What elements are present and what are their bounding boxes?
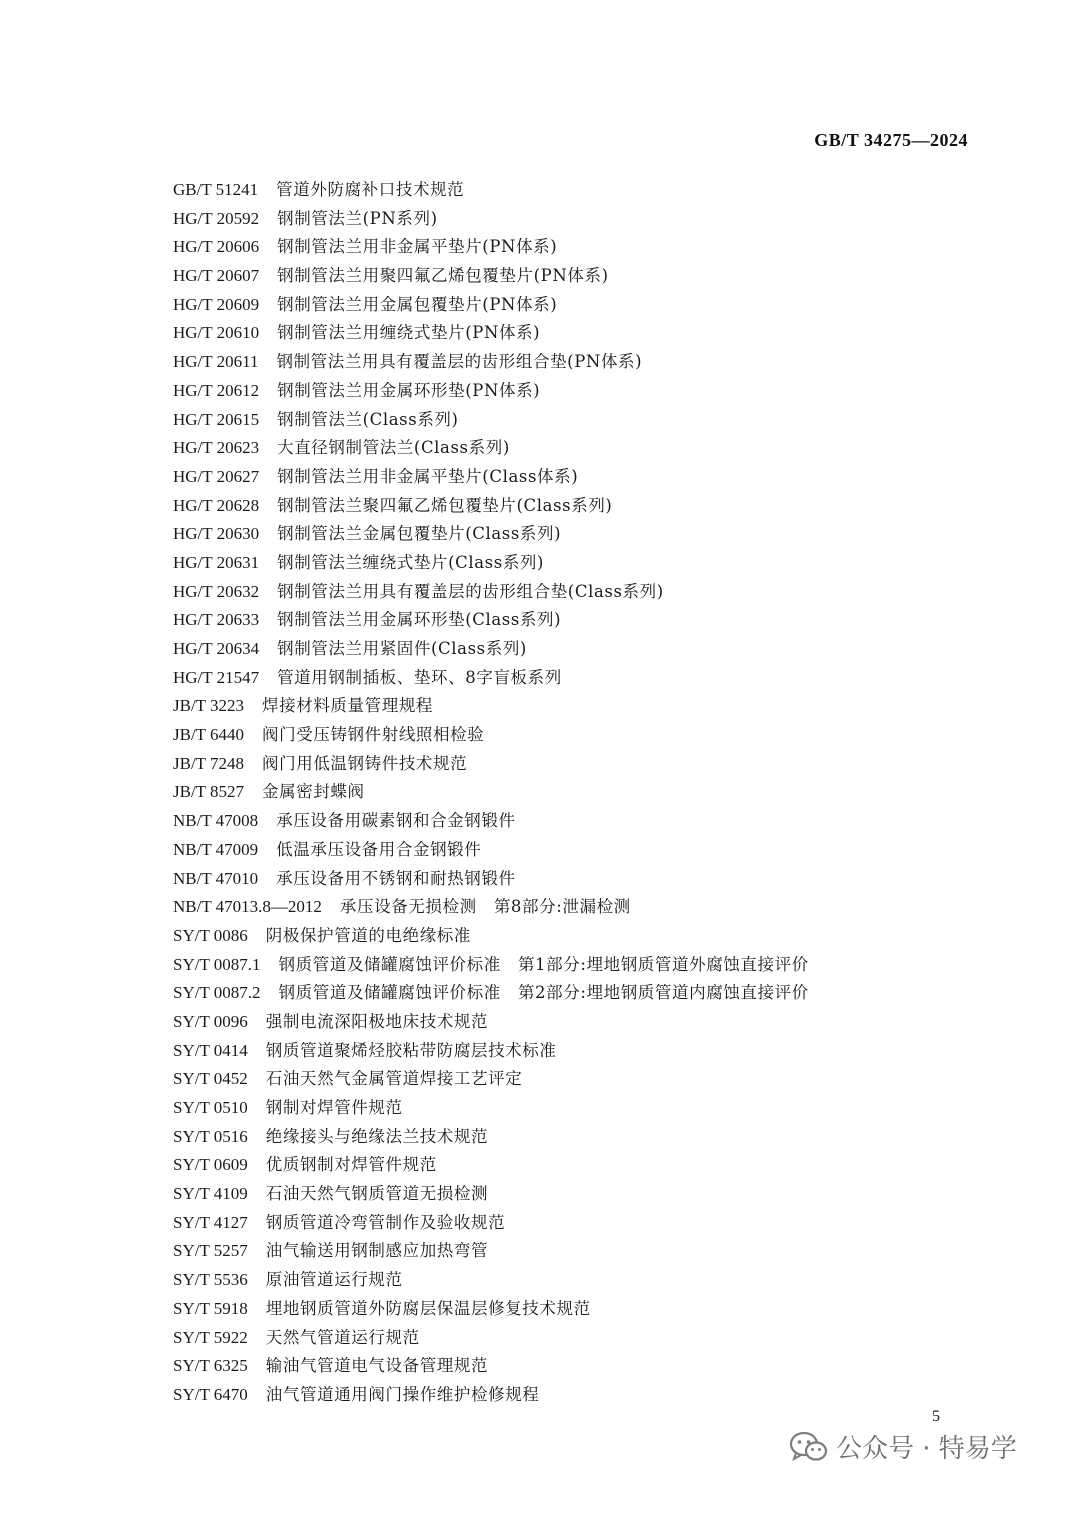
reference-code: SY/T 0609	[173, 1155, 248, 1175]
reference-title: 阀门用低温钢铸件技术规范	[262, 753, 468, 773]
reference-code: SY/T 4109	[173, 1184, 248, 1204]
reference-code: NB/T 47008	[173, 811, 259, 831]
reference-item	[173, 778, 980, 807]
reference-item	[173, 1295, 980, 1324]
reference-item	[173, 463, 980, 492]
reference-code: HG/T 20610	[173, 323, 260, 343]
reference-title: 优质钢制对焊管件规范	[265, 1155, 437, 1175]
reference-item	[173, 549, 980, 578]
standard-number-header: GB/T 34275—2024	[814, 130, 968, 150]
reference-title: 天然气管道运行规范	[265, 1327, 420, 1347]
reference-title: 钢制管法兰(PN系列)	[277, 208, 438, 228]
reference-code: JB/T 7248	[173, 753, 245, 773]
reference-code: NB/T 47009	[173, 839, 259, 859]
reference-item	[173, 1151, 980, 1180]
reference-item	[173, 836, 980, 865]
normative-references-list	[173, 176, 980, 1410]
reference-code: SY/T 0452	[173, 1069, 248, 1089]
reference-item	[173, 1180, 980, 1209]
reference-title: 石油天然气金属管道焊接工艺评定	[265, 1069, 523, 1089]
reference-item	[173, 348, 980, 377]
reference-item	[173, 578, 980, 607]
reference-code: SY/T 6470	[173, 1384, 248, 1404]
reference-title: 钢制管法兰用缠绕式垫片(PN体系)	[277, 323, 541, 343]
reference-item	[173, 492, 980, 521]
reference-code: SY/T 0510	[173, 1098, 248, 1117]
reference-title: 输油气管道电气设备管理规范	[265, 1356, 489, 1376]
reference-item	[173, 1123, 980, 1152]
reference-code: SY/T 5918	[173, 1298, 248, 1318]
reference-item	[173, 750, 980, 779]
reference-code: HG/T 20634	[173, 639, 260, 658]
reference-code: SY/T 4127	[173, 1212, 248, 1232]
reference-code: SY/T 5922	[173, 1327, 248, 1347]
reference-code: SY/T 0414	[173, 1040, 248, 1060]
reference-title: 阀门受压铸钢件射线照相检验	[262, 725, 485, 745]
wechat-icon	[790, 1431, 828, 1463]
reference-item	[173, 1008, 980, 1037]
reference-title: 绝缘接头与绝缘法兰技术规范	[265, 1126, 489, 1146]
reference-code: SY/T 0096	[173, 1011, 248, 1031]
reference-title: 钢质管道冷弯管制作及验收规范	[265, 1212, 506, 1232]
reference-item	[173, 606, 980, 635]
reference-item	[173, 205, 980, 234]
reference-code: HG/T 20623	[173, 438, 260, 458]
reference-code: JB/T 6440	[173, 725, 245, 745]
reference-title: 钢制管法兰聚四氟乙烯包覆垫片(Class系列)	[277, 495, 613, 515]
reference-item	[173, 979, 980, 1008]
reference-title: 石油天然气钢质管道无损检测	[265, 1184, 489, 1204]
reference-title: 管道用钢制插板、垫环、8字盲板系列	[277, 667, 562, 687]
reference-title: 承压设备无损检测 第8部分:泄漏检测	[339, 897, 631, 917]
reference-code: SY/T 0087.1	[173, 954, 261, 974]
reference-code: JB/T 8527	[173, 782, 245, 802]
reference-title: 钢制管法兰用非金属平垫片(Class体系)	[277, 466, 579, 486]
reference-code: HG/T 20606	[173, 237, 260, 257]
reference-item	[173, 176, 980, 205]
reference-code: SY/T 0516	[173, 1126, 248, 1146]
reference-title: 油气管道通用阀门操作维护检修规程	[265, 1384, 540, 1404]
reference-title: 大直径钢制管法兰(Class系列)	[277, 438, 510, 458]
reference-item	[173, 1209, 980, 1238]
reference-code: NB/T 47013.8—2012	[173, 897, 322, 917]
reference-title: 埋地钢质管道外防腐层保温层修复技术规范	[265, 1298, 591, 1318]
reference-title: 钢制管法兰用具有覆盖层的齿形组合垫(PN体系)	[276, 352, 643, 372]
reference-title: 钢制管法兰(Class系列)	[277, 409, 459, 429]
reference-title: 钢制管法兰用具有覆盖层的齿形组合垫(Class系列)	[277, 581, 664, 601]
reference-item	[173, 635, 980, 664]
reference-code: JB/T 3223	[173, 696, 245, 716]
reference-title: 钢制管法兰用金属环形垫(PN体系)	[277, 380, 541, 400]
watermark	[790, 1428, 1017, 1465]
reference-item	[173, 1065, 980, 1094]
reference-title: 钢制管法兰用金属环形垫(Class系列)	[277, 610, 562, 630]
reference-item	[173, 377, 980, 406]
reference-title: 油气输送用钢制感应加热弯管	[265, 1241, 489, 1261]
reference-item	[173, 807, 980, 836]
reference-title: 强制电流深阳极地床技术规范	[265, 1011, 489, 1031]
reference-title: 钢质管道及储罐腐蚀评价标准 第1部分:埋地钢质管道外腐蚀直接评价	[278, 954, 809, 974]
reference-code: HG/T 20592	[173, 208, 260, 228]
reference-item	[173, 1237, 980, 1266]
reference-title: 低温承压设备用合金钢锻件	[276, 839, 482, 859]
reference-code: SY/T 5536	[173, 1270, 248, 1290]
reference-title: 钢制管法兰用金属包覆垫片(PN体系)	[277, 294, 558, 314]
reference-title: 原油管道运行规范	[265, 1270, 403, 1290]
reference-title: 钢制管法兰缠绕式垫片(Class系列)	[277, 552, 545, 572]
reference-title: 钢制管法兰用紧固件(Class系列)	[277, 639, 527, 658]
reference-item	[173, 434, 980, 463]
reference-title: 管道外防腐补口技术规范	[276, 180, 465, 199]
reference-title: 钢质管道聚烯烃胶粘带防腐层技术标准	[265, 1040, 557, 1060]
reference-item	[173, 262, 980, 291]
reference-code: SY/T 0087.2	[173, 983, 261, 1003]
reference-item	[173, 692, 980, 721]
reference-item	[173, 1266, 980, 1295]
reference-title: 焊接材料质量管理规程	[262, 696, 434, 716]
reference-code: HG/T 20628	[173, 495, 260, 515]
reference-item	[173, 291, 980, 320]
reference-code: SY/T 6325	[173, 1356, 248, 1376]
reference-item	[173, 1094, 980, 1123]
reference-code: HG/T 20611	[173, 352, 259, 372]
reference-code: HG/T 20632	[173, 581, 260, 601]
reference-item	[173, 319, 980, 348]
page-number: 5	[932, 1408, 940, 1425]
reference-code: HG/T 20630	[173, 524, 260, 544]
reference-title: 钢制管法兰金属包覆垫片(Class系列)	[277, 524, 562, 544]
reference-title: 钢制管法兰用聚四氟乙烯包覆垫片(PN体系)	[277, 266, 609, 286]
reference-item	[173, 922, 980, 951]
reference-title: 钢制对焊管件规范	[265, 1098, 403, 1117]
reference-item	[173, 951, 980, 980]
reference-code: GB/T 51241	[173, 180, 259, 199]
reference-item	[173, 893, 980, 922]
reference-item	[173, 1381, 980, 1410]
watermark-text: 公众号 · 特易学	[836, 1434, 1017, 1464]
reference-code: HG/T 20627	[173, 466, 260, 486]
reference-item	[173, 721, 980, 750]
reference-code: HG/T 21547	[173, 667, 260, 687]
reference-item	[173, 1352, 980, 1381]
reference-code: SY/T 0086	[173, 925, 248, 945]
reference-code: NB/T 47010	[173, 868, 259, 888]
reference-code: SY/T 5257	[173, 1241, 248, 1261]
reference-title: 钢制管法兰用非金属平垫片(PN体系)	[277, 237, 558, 257]
reference-title: 承压设备用不锈钢和耐热钢锻件	[276, 868, 516, 888]
reference-item	[173, 406, 980, 435]
reference-item	[173, 1324, 980, 1353]
reference-code: HG/T 20631	[173, 552, 260, 572]
reference-code: HG/T 20615	[173, 409, 260, 429]
reference-item	[173, 865, 980, 894]
reference-code: HG/T 20607	[173, 266, 260, 286]
reference-code: HG/T 20633	[173, 610, 260, 630]
reference-item	[173, 1037, 980, 1066]
reference-title: 金属密封蝶阀	[262, 782, 365, 802]
reference-title: 阴极保护管道的电绝缘标准	[265, 925, 471, 945]
reference-item	[173, 520, 980, 549]
reference-item	[173, 233, 980, 262]
reference-item	[173, 664, 980, 693]
reference-title: 钢质管道及储罐腐蚀评价标准 第2部分:埋地钢质管道内腐蚀直接评价	[278, 983, 809, 1003]
reference-code: HG/T 20609	[173, 294, 260, 314]
reference-title: 承压设备用碳素钢和合金钢锻件	[276, 811, 516, 831]
reference-code: HG/T 20612	[173, 380, 260, 400]
